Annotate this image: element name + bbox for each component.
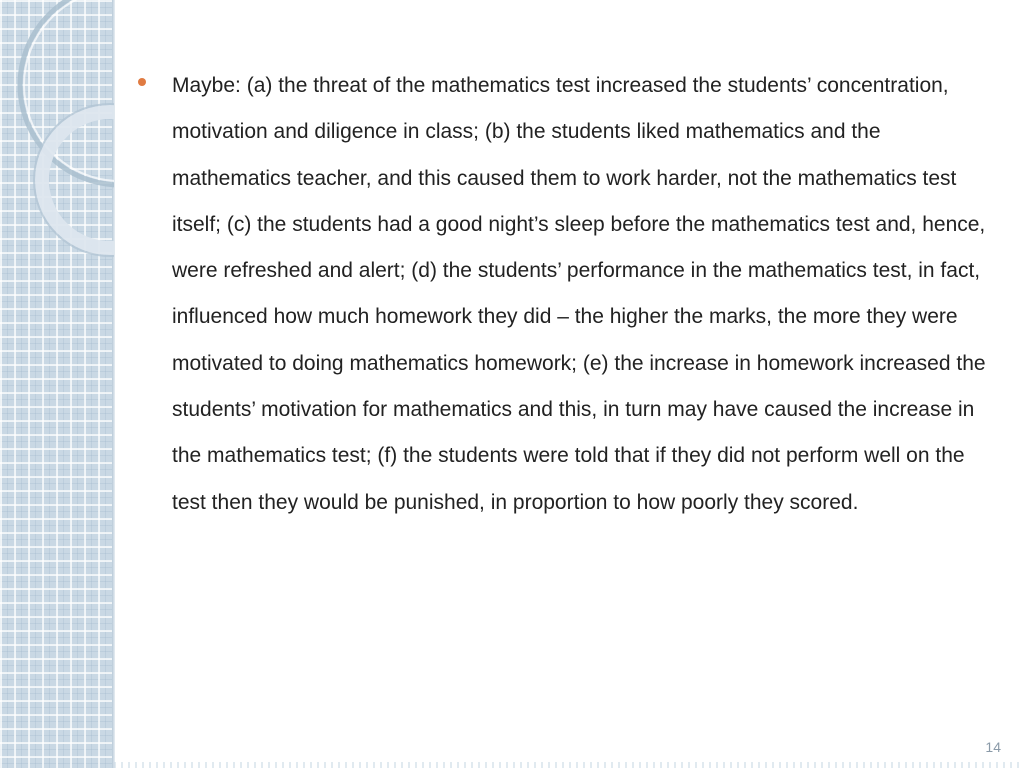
slide-content bbox=[138, 63, 998, 526]
bullet-dot-icon bbox=[138, 78, 146, 86]
decorative-arcs bbox=[0, 0, 114, 260]
decorative-bottom-strip bbox=[114, 762, 1024, 768]
page-number: 14 bbox=[985, 739, 1001, 755]
bullet-text: Maybe: (a) the threat of the mathematics test increased the students’ concentration, motivation and diligence in class; (b) the students liked mathematics and the mathematics teacher, and this caused them to work harder, not the mathematics test itself; (c) the students had a good night’s sleep before the mathematics test and, hence, were refreshed and alert; (d) the students’ performance in the mathematics test, in fact, influenced how much homework they did – the higher the marks, the more they were motivated to doing mathematics homework; (e) the increase in homework increased the students’ motivation for mathematics and this, in turn may have caused the increase in the mathematics test; (f) the students were told that if they did not perform well on the test then they would be punished, in proportion to how poorly they scored. bbox=[172, 74, 986, 514]
bullet-item bbox=[138, 63, 998, 526]
